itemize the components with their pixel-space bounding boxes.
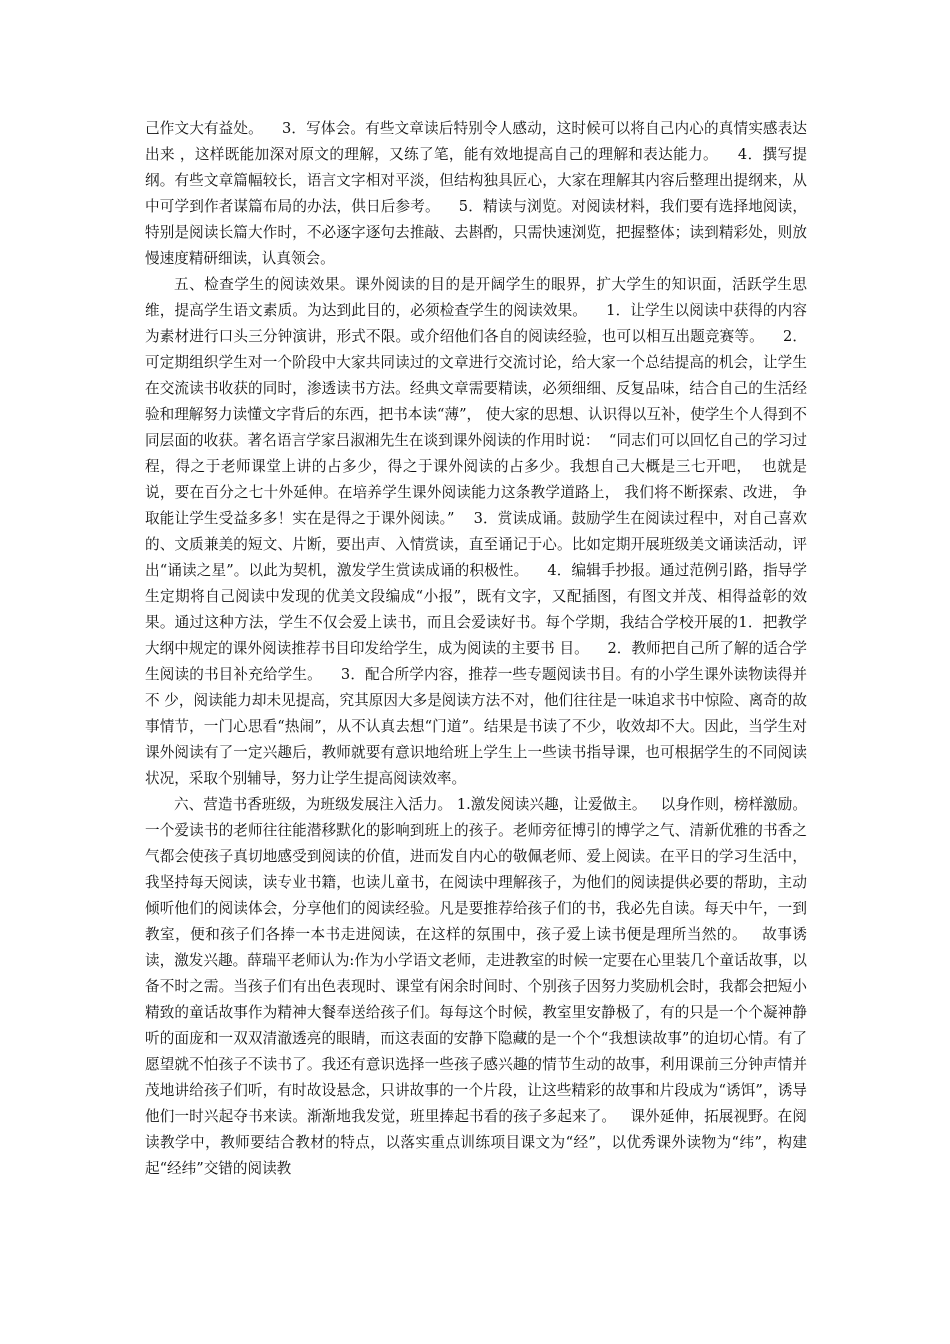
paragraph-section-5-check-reading: 五、检查学生的阅读效果。课外阅读的目的是开阔学生的眼界，扩大学生的知识面，活跃学生思维，提高学生语文素质。为达到此目的，必须检查学生的阅读效果。 1．让学生以阅读中获得的内容为素材进行口头三分钟演讲，形式不限。或介绍他们各自的阅读经验，也可以相互出题竞赛等。 2．可定期组织学生对一个阶段中大家共同读过的文章进行交流讨论，给大家一个总结提高的机会，让学生在交流读书收获的同时，渗透读书方法。经典文章需要精读，必须细细、反复品味，结合自己的生活经验和理解努力读懂文字背后的东西，把书本读“薄”， 使大家的思想、认识得以互补，使学生个人得到不同层面的收获。著名语言学家吕淑湘先生在谈到课外阅读的作用时说： “同志们可以回忆自己的学习过程，得之于老师课堂上讲的占多少，得之于课外阅读的占多少。我想自己大概是三七开吧， 也就是说，要在百分之七十外延伸。在培养学生课外阅读能力这条教学道路上， 我们将不断探索、改进， 争取能让学生受益多多！实在是得之于课外阅读。” 3．赏读成诵。鼓励学生在阅读过程中，对自己喜欢的、文质兼美的短文、片断，要出声、入情赏读，直至诵记于心。比如定期开展班级美文诵读活动，评出“诵读之星”。以此为契机，激发学生赏读成诵的积极性。 4．编辑手抄报。通过范例引路，指导学生定期将自己阅读中发现的优美文段编成“小报”，既有文字，又配插图，有图文并茂、相得益彰的效果。通过这种方法，学生不仅会爱上读书，而且会爱读好书。每个学期，我结合学校开展的1．把教学大纲中规定的课外阅读推荐书目印发给学生，成为阅读的主要书 目。 2．教师把自己所了解的适合学生阅读的书目补充给学生。 3．配合所学内容，推荐一些专题阅读书目。有的小学生课外读物读得并不 少，阅读能力却未见提高，究其原因大多是阅读方法不对，他们往往是一味追求书中惊险、离奇的故事情节，一门心思看“热闹”，从不认真去想“门道”。结果是书读了不少，收效却不大。因此，当学生对课外阅读有了一定兴趣后，教师就要有意识地给班上学生上一些读书指导课，也可根据学生的不同阅读状况，采取个别辅导，努力让学生提高阅读效率。 bbox=[145, 276, 807, 787]
paragraph-section-6-book-class: 六、营造书香班级，为班级发展注入活力。 1.激发阅读兴趣，让爱做主。 以身作则，榜样激励。一个爱读书的老师往往能潜移默化的影响到班上的孩子。老师旁征博引的博学之气、清新优雅的书香之气都会使孩子真切地感受到阅读的价值，进而发自内心的敬佩老师、爱上阅读。在平日的学习生活中，我坚持每天阅读，读专业书籍，也读儿童书，在阅读中理解孩子，为他们的阅读提供必要的帮助，主动倾听他们的阅读体会，分享他们的阅读经验。凡是要推荐给孩子们的书，我必先自读。每天中午，一到教室，便和孩子们各捧一本书走进阅读，在这样的氛围中，孩子爱上读书便是理所当然的。 故事诱读，激发兴趣。薛瑞平老师认为:作为小学语文老师，走进教室的时候一定要在心里装几个童话故事，以备不时之需。当孩子们有出色表现时、课堂有闲余时间时、个别孩子因努力奖励机会时，我都会把短小精致的童话故事作为精神大餐奉送给孩子们。每每这个时候，教室里安静极了，有的只是一个个凝神静听的面庞和一双双清澈透亮的眼睛，而这表面的安静下隐藏的是一个个“我想读故事”的迫切心情。有了愿望就不怕孩子不读书了。我还有意识选择一些孩子感兴趣的情节生动的故事，利用课前三分钟声情并茂地讲给孩子们听，有时故设悬念，只讲故事的一个片段，让这些精彩的故事和片段成为“诱饵”，诱导他们一时兴起夺书来读。渐渐地我发觉，班里捧起书看的孩子多起来了。 课外延伸，拓展视野。在阅读教学中，教师要结合教材的特点，以落实重点训练项目课文为“经”，以优秀课外读物为“纬”，构建起“经纬”交错的阅读教 bbox=[145, 796, 807, 1177]
paragraph-reading-methods: 己作文大有益处。 3．写体会。有些文章读后特别令人感动，这时候可以将自己内心的真情实感表达出来 ，这样既能加深对原文的理解，又练了笔，能有效地提高自己的理解和表达能力。 4．撰写提纲。有些文章篇幅较长，语言文字相对平淡，但结构独具匠心，大家在理解其内容后整理出提纲来，从中可学到作者谋篇布局的办法，供日后参考。 5．精读与浏览。对阅读材料，我们要有选择地阅读，特别是阅读长篇大作时，不必逐字逐句去推敲、去斟酌，只需快速浏览，把握整体；读到精彩处，则放慢速度精研细读，认真领会。 bbox=[145, 120, 807, 267]
document-body bbox=[145, 116, 807, 1182]
